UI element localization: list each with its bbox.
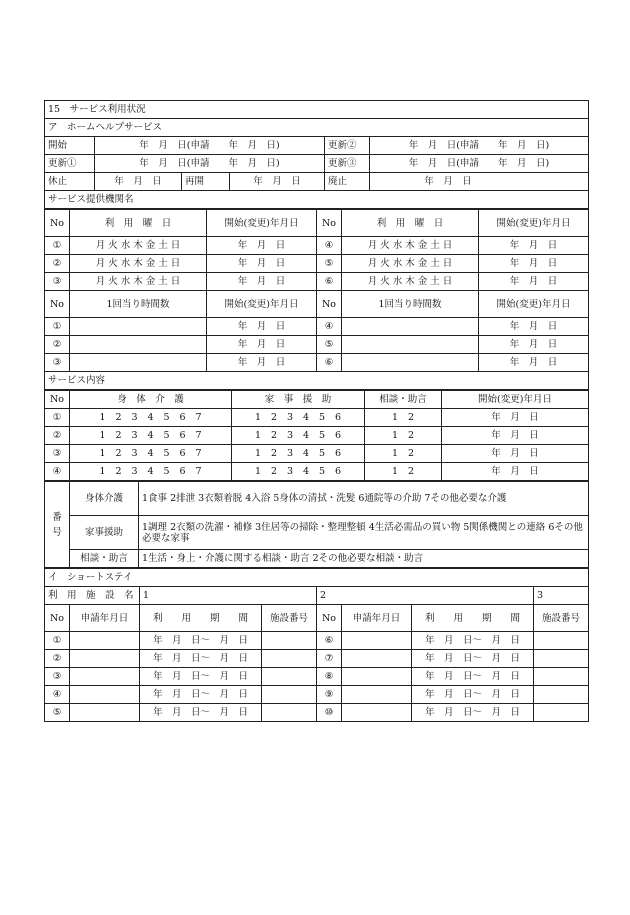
legend-table (44, 481, 589, 568)
service-content-row (45, 427, 589, 445)
row-no: ⑥ (317, 273, 342, 291)
option-num: 5 (163, 430, 170, 441)
facility-label: 利 用 施 設 名 (45, 587, 140, 605)
option-num: 2 (407, 430, 415, 441)
short-stay-table (44, 568, 589, 722)
facility-no-field[interactable] (262, 704, 317, 722)
col-start-right: 開始(変更)年月日 (479, 210, 589, 237)
facility-no-field[interactable] (534, 686, 589, 704)
renew3-date-field[interactable]: 年 月 日(申請 年 月 日) (370, 155, 589, 173)
option-num: 1 (391, 430, 399, 441)
col-start-change: 開始(変更)年月日 (442, 391, 589, 409)
row-no: ④ (317, 318, 342, 336)
option-num: 6 (334, 430, 342, 441)
col-housework: 家 事 援 助 (232, 391, 365, 409)
body-care-options[interactable] (70, 427, 232, 445)
start-date-field[interactable]: 年 月 日 (207, 336, 317, 354)
weekday-options[interactable]: 月 火 水 木 金 土 日 (342, 273, 479, 291)
app-date-field[interactable] (70, 686, 140, 704)
option-num: 5 (318, 430, 326, 441)
housework-options[interactable] (232, 427, 365, 445)
start-date-field[interactable]: 年 月 日 (207, 255, 317, 273)
service-content-row (45, 463, 589, 481)
renew1-label: 更新① (45, 155, 95, 173)
option-num: 4 (147, 466, 154, 477)
short-stay-title: イ ショートステイ (45, 569, 589, 587)
resume-label: 再開 (182, 173, 230, 191)
service-content-label: サービス内容 (45, 372, 589, 390)
option-num: 7 (195, 448, 202, 459)
option-num: 7 (195, 430, 202, 441)
col-consult: 相談・助言 (365, 391, 442, 409)
facility-1-field[interactable]: 1 (140, 587, 317, 605)
pause-date-field[interactable]: 年 月 日 (95, 173, 182, 191)
option-num: 6 (179, 466, 186, 477)
hours-field[interactable] (70, 354, 207, 372)
period-field[interactable]: 年 月 日～ 月 日 (140, 650, 262, 668)
row-no: ⑩ (317, 704, 342, 722)
option-num: 2 (407, 412, 415, 423)
abolish-date-text: 年 月 日 (424, 176, 472, 187)
col-no-right: No (317, 210, 342, 237)
facility-3-field[interactable]: 3 (537, 590, 544, 601)
hours-field[interactable] (342, 354, 479, 372)
consult-options[interactable] (365, 445, 442, 463)
start-date-field[interactable]: 年 月 日 (479, 354, 589, 372)
col-weekday-right: 利 用 曜 日 (342, 210, 479, 237)
row-no: ② (45, 255, 70, 273)
row-no: ⑤ (45, 704, 70, 722)
col-hours-right: 1回当り時間数 (342, 291, 479, 318)
period-field[interactable]: 年 月 日～ 月 日 (412, 632, 534, 650)
abolish-date-field[interactable] (370, 173, 589, 191)
facility-no-field[interactable] (262, 650, 317, 668)
option-num: 5 (318, 412, 326, 423)
renew2-label: 更新② (325, 137, 370, 155)
option-num: 5 (318, 466, 326, 477)
col-facility-no-right: 施設番号 (534, 605, 589, 632)
row-no: ② (45, 336, 70, 354)
hours-row (45, 318, 589, 336)
start-date-field[interactable]: 年 月 日 (442, 427, 589, 445)
period-field[interactable]: 年 月 日～ 月 日 (412, 704, 534, 722)
home-help-schedule-table (44, 209, 589, 390)
option-num: 3 (286, 466, 294, 477)
option-num: 4 (147, 412, 154, 423)
row-no: ⑦ (317, 650, 342, 668)
start-label: 開始 (45, 137, 95, 155)
option-num: 5 (318, 448, 326, 459)
row-no: ④ (45, 686, 70, 704)
short-stay-row (45, 650, 589, 668)
option-num: 3 (286, 448, 294, 459)
start-date-field[interactable]: 年 月 日 (207, 318, 317, 336)
period-field[interactable]: 年 月 日～ 月 日 (412, 686, 534, 704)
col-start-right: 開始(変更)年月日 (479, 291, 589, 318)
option-num: 1 (254, 466, 262, 477)
option-num: 1 (254, 412, 262, 423)
period-field[interactable]: 年 月 日～ 月 日 (140, 704, 262, 722)
start-date-field[interactable]: 年 月 日 (479, 318, 589, 336)
option-num: 1 (99, 448, 106, 459)
home-help-dates-table (44, 100, 589, 209)
option-num: 2 (407, 448, 415, 459)
col-no-left: No (45, 291, 70, 318)
option-num: 6 (179, 448, 186, 459)
service-usage-sheet (44, 100, 588, 722)
facility-no-field[interactable] (534, 632, 589, 650)
option-num: 3 (131, 448, 138, 459)
body-care-options[interactable] (70, 463, 232, 481)
period-field[interactable]: 年 月 日～ 月 日 (412, 650, 534, 668)
weekday-options[interactable]: 月 火 水 木 金 土 日 (70, 273, 207, 291)
col-hours-left: 1回当り時間数 (70, 291, 207, 318)
col-weekday-left: 利 用 曜 日 (70, 210, 207, 237)
facility-no-field[interactable] (534, 650, 589, 668)
app-date-field[interactable] (342, 686, 412, 704)
legend-body-label: 身体介護 (70, 482, 139, 516)
period-field[interactable]: 年 月 日～ 月 日 (412, 668, 534, 686)
row-no: ② (45, 650, 70, 668)
option-num: 2 (115, 430, 122, 441)
option-num: 4 (302, 430, 310, 441)
row-no: ① (45, 632, 70, 650)
app-date-field[interactable] (70, 704, 140, 722)
option-num: 4 (302, 412, 310, 423)
option-num: 2 (407, 466, 415, 477)
option-num: 1 (99, 430, 106, 441)
row-no: ③ (45, 273, 70, 291)
col-app-date-right: 申請年月日 (342, 605, 412, 632)
option-num: 2 (115, 466, 122, 477)
row-no: ① (45, 237, 70, 255)
app-date-field[interactable] (70, 650, 140, 668)
service-content-table (44, 390, 589, 481)
option-num: 2 (115, 448, 122, 459)
option-num: 1 (254, 448, 262, 459)
short-stay-row (45, 632, 589, 650)
option-num: 5 (163, 412, 170, 423)
col-no-right: No (317, 605, 342, 632)
option-num: 4 (302, 466, 310, 477)
app-date-field[interactable] (70, 668, 140, 686)
housework-options[interactable] (232, 409, 365, 427)
col-body-care: 身 体 介 護 (70, 391, 232, 409)
weekday-row (45, 237, 589, 255)
weekday-options[interactable]: 月 火 水 木 金 土 日 (342, 237, 479, 255)
legend-head: 番号 (45, 482, 70, 568)
option-num: 2 (270, 430, 278, 441)
col-period-left: 利 用 期 間 (140, 605, 262, 632)
start-date-field[interactable]: 年 月 日 (479, 273, 589, 291)
option-num: 5 (163, 448, 170, 459)
start-date-field[interactable]: 年 月 日 (479, 237, 589, 255)
start-date-field[interactable]: 年 月 日(申請 年 月 日) (95, 137, 325, 155)
col-period-right: 利 用 期 間 (412, 605, 534, 632)
consult-options[interactable] (365, 463, 442, 481)
body-care-options[interactable] (70, 445, 232, 463)
row-no: ③ (45, 445, 70, 463)
option-num: 1 (99, 412, 106, 423)
short-stay-row (45, 668, 589, 686)
facility-no-field[interactable] (534, 704, 589, 722)
hours-field[interactable] (342, 318, 479, 336)
body-care-options[interactable] (70, 409, 232, 427)
option-num: 1 (254, 430, 262, 441)
option-num: 7 (195, 466, 202, 477)
col-app-date-left: 申請年月日 (70, 605, 140, 632)
option-num: 3 (286, 412, 294, 423)
app-date-field[interactable] (342, 632, 412, 650)
start-date-field[interactable]: 年 月 日 (479, 336, 589, 354)
option-num: 6 (334, 412, 342, 423)
col-start-left: 開始(変更)年月日 (207, 210, 317, 237)
start-date-field[interactable]: 年 月 日 (207, 273, 317, 291)
option-num: 6 (334, 448, 342, 459)
option-num: 1 (391, 412, 399, 423)
housework-options[interactable] (232, 445, 365, 463)
app-date-field[interactable] (70, 632, 140, 650)
pause-label: 休止 (45, 173, 95, 191)
row-no: ⑤ (317, 336, 342, 354)
renew1-date-field[interactable]: 年 月 日(申請 年 月 日) (95, 155, 325, 173)
col-no: No (45, 391, 70, 409)
start-date-field[interactable]: 年 月 日 (442, 463, 589, 481)
option-num: 6 (179, 412, 186, 423)
row-no: ④ (45, 463, 70, 481)
period-field[interactable]: 年 月 日～ 月 日 (140, 668, 262, 686)
renew3-label: 更新③ (325, 155, 370, 173)
short-stay-row (45, 704, 589, 722)
option-num: 3 (131, 430, 138, 441)
facility-no-field[interactable] (262, 632, 317, 650)
legend-consult-label: 相談・助言 (70, 550, 139, 568)
renew2-date-field[interactable]: 年 月 日(申請 年 月 日) (370, 137, 589, 155)
row-no: ⑤ (317, 255, 342, 273)
start-date-field[interactable]: 年 月 日 (207, 237, 317, 255)
facility-no-field[interactable] (262, 686, 317, 704)
start-date-field[interactable]: 年 月 日 (442, 409, 589, 427)
weekday-options[interactable]: 月 火 水 木 金 土 日 (70, 237, 207, 255)
row-no: ② (45, 427, 70, 445)
hours-field[interactable] (70, 336, 207, 354)
option-num: 6 (334, 466, 342, 477)
option-num: 6 (179, 430, 186, 441)
option-num: 2 (270, 448, 278, 459)
option-num: 1 (391, 466, 399, 477)
option-num: 5 (163, 466, 170, 477)
facility-2-field[interactable]: 2 (317, 587, 534, 605)
hours-field[interactable] (342, 336, 479, 354)
app-date-field[interactable] (342, 704, 412, 722)
option-num: 3 (286, 430, 294, 441)
app-date-field[interactable] (342, 668, 412, 686)
row-no: ④ (317, 237, 342, 255)
row-no: ① (45, 409, 70, 427)
row-no: ⑥ (317, 632, 342, 650)
option-num: 2 (270, 412, 278, 423)
row-no: ⑥ (317, 354, 342, 372)
option-num: 7 (195, 412, 202, 423)
col-no-right: No (317, 291, 342, 318)
consult-options[interactable] (365, 427, 442, 445)
option-num: 1 (391, 448, 399, 459)
col-facility-no-left: 施設番号 (262, 605, 317, 632)
facility-no-field[interactable] (262, 668, 317, 686)
weekday-options[interactable]: 月 火 水 木 金 土 日 (70, 255, 207, 273)
row-no: ⑧ (317, 668, 342, 686)
housework-options[interactable] (232, 463, 365, 481)
start-date-field[interactable]: 年 月 日 (207, 354, 317, 372)
option-num: 4 (147, 430, 154, 441)
col-start-left: 開始(変更)年月日 (207, 291, 317, 318)
weekday-row (45, 255, 589, 273)
legend-house-label: 家事援助 (70, 516, 139, 550)
period-field[interactable]: 年 月 日～ 月 日 (140, 632, 262, 650)
service-content-row (45, 409, 589, 427)
provider-label: サービス提供機関名 (45, 191, 589, 209)
hours-field[interactable] (70, 318, 207, 336)
legend-body-text: 1食事 2排泄 3衣類着脱 4入浴 5身体の清拭・洗髪 6通院等の介助 7その他必要な介護 (139, 482, 589, 516)
app-date-field[interactable] (342, 650, 412, 668)
resume-date-field[interactable]: 年 月 日 (230, 173, 325, 191)
row-no: ③ (45, 354, 70, 372)
hours-row (45, 354, 589, 372)
service-content-row (45, 445, 589, 463)
facility-no-field[interactable] (534, 668, 589, 686)
option-num: 3 (131, 466, 138, 477)
row-no: ③ (45, 668, 70, 686)
option-num: 2 (270, 466, 278, 477)
period-field[interactable]: 年 月 日～ 月 日 (140, 686, 262, 704)
row-no: ① (45, 318, 70, 336)
option-num: 1 (99, 466, 106, 477)
option-num: 2 (115, 412, 122, 423)
weekday-row (45, 273, 589, 291)
start-date-field[interactable]: 年 月 日 (479, 255, 589, 273)
row-no: ⑨ (317, 686, 342, 704)
facility-3-cell (534, 587, 589, 605)
option-num: 3 (131, 412, 138, 423)
section-title: 15 サービス利用状況 (45, 101, 589, 119)
legend-house-text: 1調理 2衣類の洗濯・補修 3住居等の掃除・整理整頓 4生活必需品の買い物 5関係機関との連絡 6その他必要な家事 (139, 516, 589, 550)
legend-consult-text: 1生活・身上・介護に関する相談・助言 2その他必要な相談・助言 (139, 550, 589, 568)
col-no-left: No (45, 605, 70, 632)
option-num: 4 (147, 448, 154, 459)
weekday-options[interactable]: 月 火 水 木 金 土 日 (342, 255, 479, 273)
short-stay-row (45, 686, 589, 704)
consult-options[interactable] (365, 409, 442, 427)
abolish-label: 廃止 (325, 173, 370, 191)
start-date-field[interactable]: 年 月 日 (442, 445, 589, 463)
option-num: 4 (302, 448, 310, 459)
col-no-left: No (45, 210, 70, 237)
hours-row (45, 336, 589, 354)
home-help-title: ア ホームヘルプサービス (45, 119, 589, 137)
